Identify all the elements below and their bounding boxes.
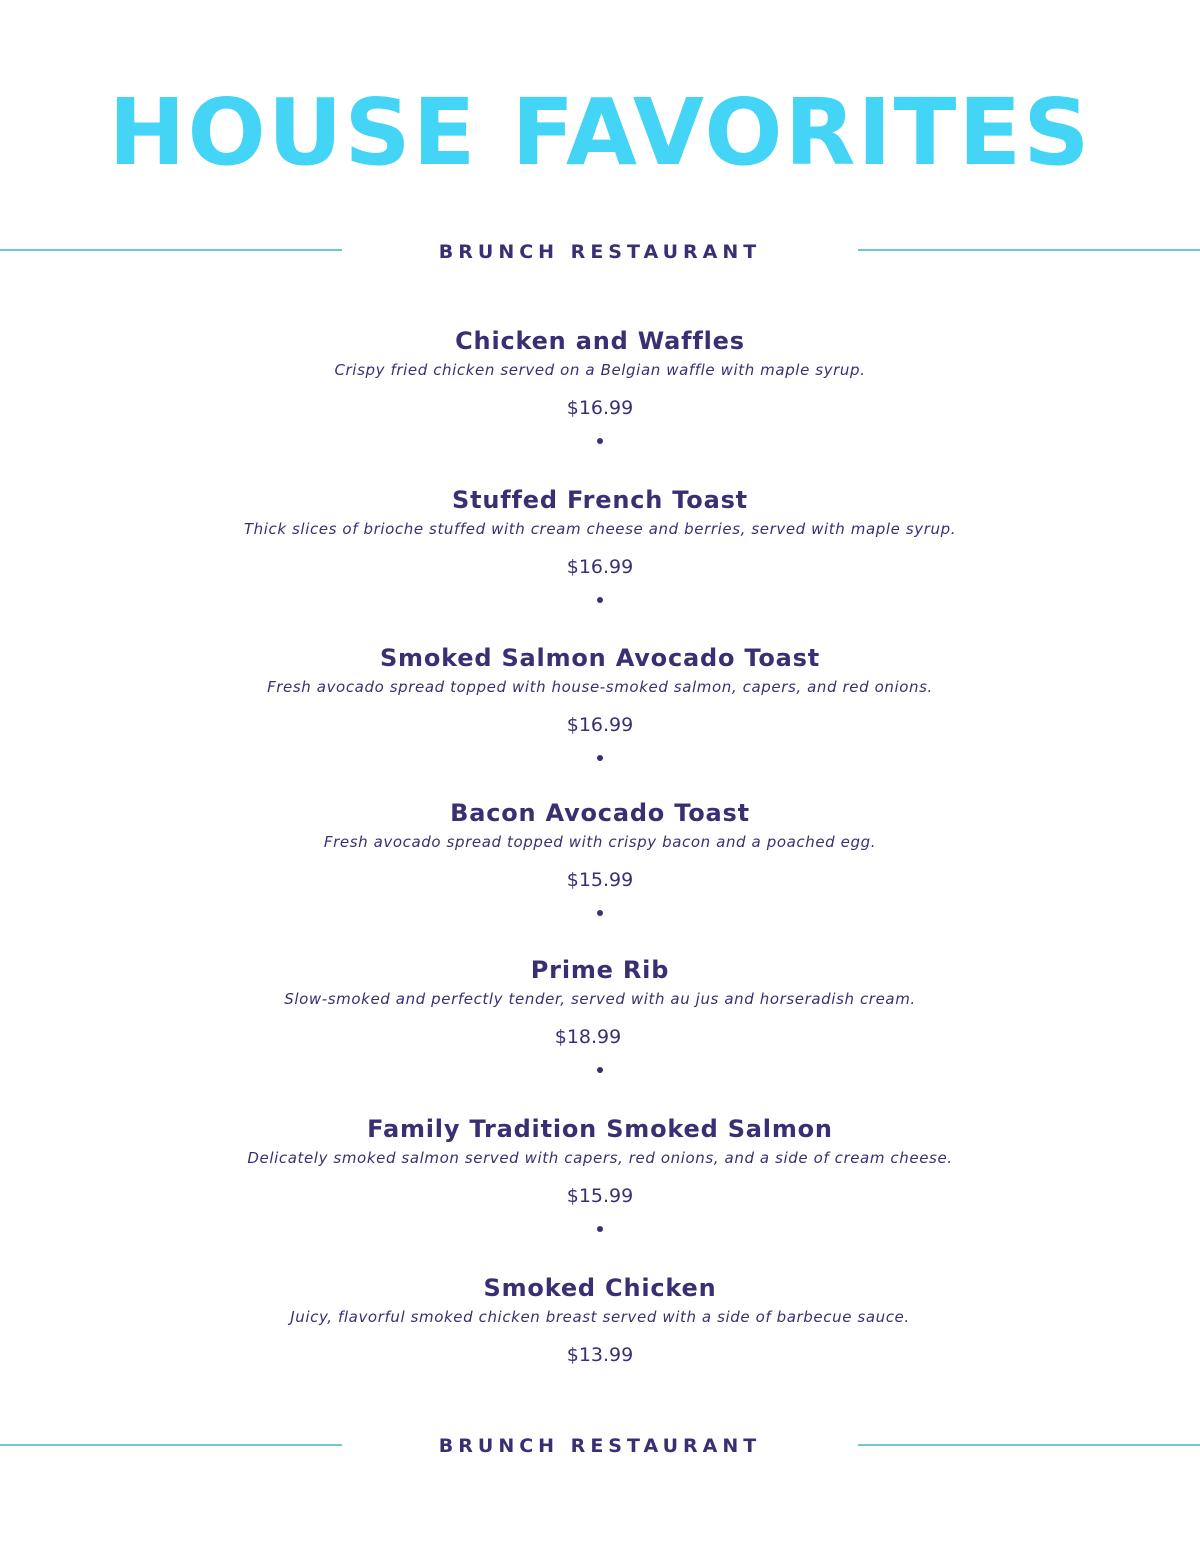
menu-item-price: $15.99 xyxy=(566,1185,634,1207)
menu-item-name: Family Tradition Smoked Salmon xyxy=(367,1115,833,1143)
menu-item-name: Bacon Avocado Toast xyxy=(450,799,750,827)
menu-item-description: Crispy fried chicken served on a Belgian waffle with maple syrup. xyxy=(334,361,866,379)
menu-item-price: $18.99 xyxy=(554,1026,622,1048)
separator-dot xyxy=(597,755,603,761)
menu-item-description: Delicately smoked salmon served with capers, red onions, and a side of cream cheese. xyxy=(247,1149,953,1167)
page-title: HOUSE FAVORITES xyxy=(108,79,1092,186)
separator-dot xyxy=(597,1226,603,1232)
footer-subtitle: BRUNCH RESTAURANT xyxy=(438,1435,762,1457)
menu-item-price: $16.99 xyxy=(566,714,634,736)
footer-rule-right xyxy=(858,1444,1200,1446)
menu-item-description: Fresh avocado spread topped with house-smoked salmon, capers, and red onions. xyxy=(267,678,933,696)
menu-item-description: Juicy, flavorful smoked chicken breast served with a side of barbecue sauce. xyxy=(290,1308,910,1326)
menu-item-price: $15.99 xyxy=(566,869,634,891)
menu-item-price: $13.99 xyxy=(566,1344,634,1366)
separator-dot xyxy=(597,910,603,916)
menu-item-name: Prime Rib xyxy=(530,956,670,984)
menu-item-description: Thick slices of brioche stuffed with cream cheese and berries, served with maple syrup. xyxy=(243,520,957,538)
menu-item-stuffed-french-toast xyxy=(0,485,1200,603)
header-rule-right xyxy=(858,249,1200,251)
menu-item-family-tradition-smoked-salmon xyxy=(0,1114,1200,1232)
menu-item-bacon-avocado-toast xyxy=(0,798,1200,916)
menu-item-smoked-salmon-avocado-toast xyxy=(0,643,1200,761)
menu-item-name: Smoked Chicken xyxy=(483,1274,717,1302)
menu-item-name: Stuffed French Toast xyxy=(452,486,748,514)
separator-dot xyxy=(597,1067,603,1073)
menu-item-chicken-and-waffles xyxy=(0,326,1200,444)
menu-item-name: Smoked Salmon Avocado Toast xyxy=(379,644,821,672)
menu-item-price: $16.99 xyxy=(566,556,634,578)
menu-item-price: $16.99 xyxy=(566,397,634,419)
menu-item-description: Slow-smoked and perfectly tender, served with au jus and horseradish cream. xyxy=(284,990,916,1008)
separator-dot xyxy=(597,597,603,603)
separator-dot xyxy=(597,438,603,444)
menu-item-description: Fresh avocado spread topped with crispy bacon and a poached egg. xyxy=(323,833,877,851)
header-subtitle: BRUNCH RESTAURANT xyxy=(438,241,762,263)
menu-item-smoked-chicken xyxy=(0,1273,1200,1367)
menu-item-prime-rib xyxy=(0,955,1200,1073)
menu-item-name: Chicken and Waffles xyxy=(455,327,745,355)
